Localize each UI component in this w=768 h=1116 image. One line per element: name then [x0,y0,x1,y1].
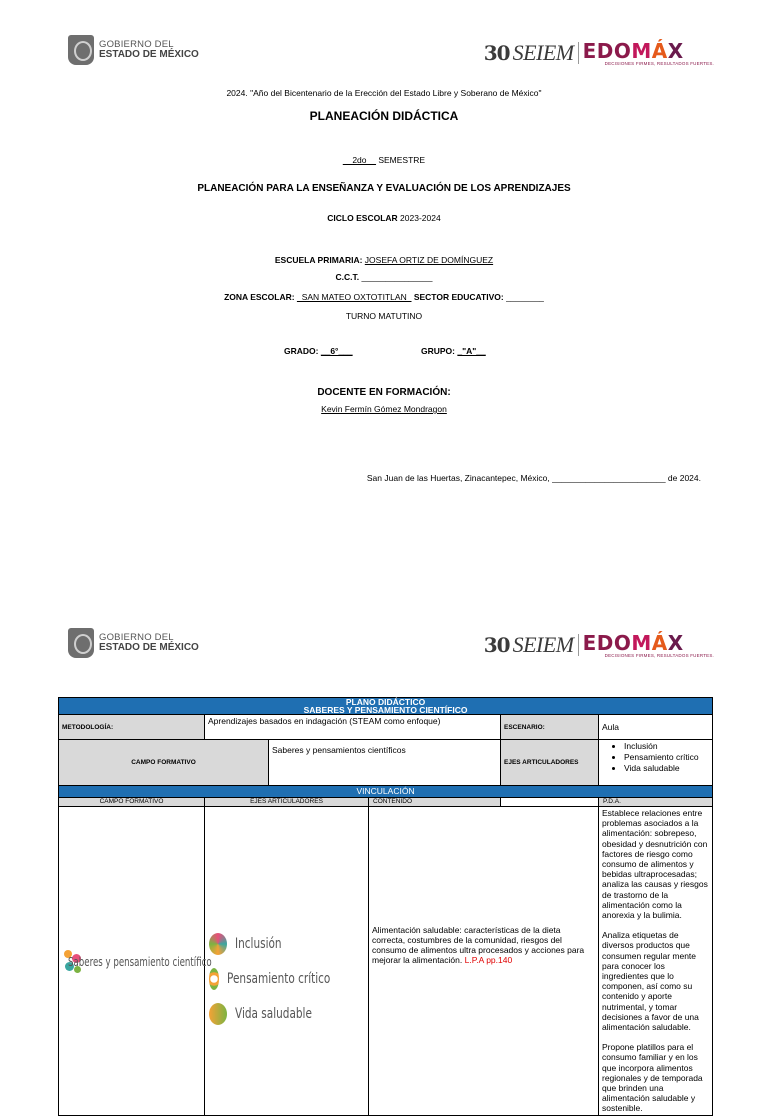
eje-pensamiento-label: Pensamiento crítico [227,970,331,987]
page-header-1 [0,35,768,75]
eje-inclusion-row [209,926,365,961]
col-campo-formativo: CAMPO FORMATIVO [59,798,205,807]
plan-table [58,697,713,1116]
logo-30: 30 [483,633,510,657]
metodologia-label: METODOLOGÍA: [59,715,205,740]
eje-pensamiento-row [209,961,365,996]
contenido-text: Alimentación saludable: características de la dieta correcta, costumbres de la comunidad, riesgos del consumo de alimentos ultra procesados y acciones para mejorar la alimentación. [372,925,585,965]
group-label: GRUPO: [421,346,455,356]
campo-formativo-value: Saberes y pensamientos científicos [269,740,501,786]
school-label: ESCUELA PRIMARIA: [274,255,363,265]
shift-line: TURNO MATUTINO [345,311,423,321]
eje-item: • Vida saludable [624,763,709,774]
plan-bar-title: PLANO DIDÁCTICO [345,697,426,707]
group-value: _"A"__ [457,346,486,356]
contenido-cell [369,807,599,1116]
grade-value: __6°___ [320,346,353,356]
document-subtitle: PLANEACIÓN PARA LA ENSEÑANZA Y EVALUACIÓN DE LOS APRENDIZAJES [197,183,571,194]
sector-label: SECTOR EDUCATIVO: [413,292,504,302]
cct-value: _______________ [361,272,433,282]
eje-item: • Pensamiento crítico [624,752,709,763]
gobierno-edomex-logo [68,628,199,658]
state-seal-icon [68,35,94,65]
pensamiento-critico-icon [209,968,219,990]
gov-logo-line1: GOBIERNO DEL [99,39,174,51]
semester-value: __2do__ [342,155,376,165]
page-header-2 [0,628,768,668]
place-date: San Juan de las Huertas, Zinacantepec, México, ________________________ de 2024. [366,473,701,483]
col-pda: P.D.A. [599,798,713,807]
semester-label: SEMESTRE [378,155,426,165]
zone-value: _SAN MATEO OXTOTITLAN_ [296,292,412,302]
eje-inclusion-label: Inclusión [235,935,282,952]
gov-logo-line2: ESTADO DE MÉXICO [99,641,199,653]
school-value: JOSEFA ORTIZ DE DOMÍNGUEZ [364,255,494,265]
vinculacion-bar: VINCULACIÓN [59,786,713,798]
campo-image-cell [59,807,212,1116]
grade-line [284,346,353,356]
grade-label: GRADO: [284,346,319,356]
year-motto: 2024. "Año del Bicentenario de la Erección del Estado Libre y Soberano de México" [226,88,542,98]
cct-label: C.C.T. [335,272,360,282]
logo-separator [578,42,579,64]
school-line [0,255,768,265]
logo-edomex: EDOMÁX [582,630,684,655]
gobierno-edomex-logo [68,35,199,65]
logo-seiem: SEIEM [512,40,574,65]
eje-vida-label: Vida saludable [235,1005,312,1022]
zone-line [0,292,768,302]
logo-tagline: DECISIONES FIRMES, RESULTADOS FUERTES. [604,60,714,66]
cct-line [0,272,768,282]
eje-item: • Inclusión [624,741,709,752]
gov-logo-line2: ESTADO DE MÉXICO [99,48,199,60]
logo-30: 30 [483,41,510,65]
col-contenido: CONTENIDO [369,798,501,807]
saberes-image-text: Saberes y pensamiento científico [68,955,212,969]
gov-logo-line1: GOBIERNO DEL [99,632,174,644]
logo-separator [578,634,579,656]
plan-bar-subtitle: SABERES Y PENSAMIENTO CIENTÍFICO [303,705,468,715]
cycle-label: CICLO ESCOLAR [327,213,398,223]
logo-tagline: DECISIONES FIRMES, RESULTADOS FUERTES. [604,652,714,658]
teacher-label: DOCENTE EN FORMACIÓN: [317,387,451,398]
document-title: PLANEACIÓN DIDÁCTICA [309,109,459,123]
zone-label: ZONA ESCOLAR: [224,292,295,302]
ejes-list [624,741,709,774]
logo-edomex: EDOMÁX [582,38,684,63]
cycle-value: 2023-2024 [400,213,441,223]
pda-paragraph-2: Analiza etiquetas de diversos productos que consumen regular mente para conocer los ingredientes que lo componen, así como su contenido y aporte nutrimental, y tomar decisiones a favor de una alimentación saludable. [602,930,699,1033]
escenario-value: Aula [599,715,713,740]
campo-formativo-label: CAMPO FORMATIVO [59,740,269,786]
ejes-articuladores-label: EJES ARTICULADORES [501,740,599,786]
group-line [421,346,486,356]
seiem-edomex-logos [484,631,714,659]
escenario-label: ESCENARIO: [501,715,599,740]
teacher-name: Kevin Fermín Gómez Mondragon [321,404,447,414]
state-seal-icon [68,628,94,658]
logo-seiem: SEIEM [512,632,574,657]
sector-value: ________ [506,292,544,302]
pda-cell [599,807,713,1116]
saberes-image [62,948,212,976]
plan-header-bar [59,698,713,715]
metodologia-value: Aprendizajes basados en indagación (STEAM como enfoque) [205,715,501,740]
eje-vida-row [209,996,365,1031]
inclusion-icon [209,933,227,955]
vida-saludable-icon [209,1003,227,1025]
pda-paragraph-1: Establece relaciones entre problemas asociados a la alimentación: sobrepeso, obesidad y desnutrición con factores de riesgo como consumo de alimentos y bebidas ultraprocesadas; analiza las causas y riesgos de trastorno de la alimentación como la anorexia y la bulimia. [602,808,708,921]
col-ejes-articuladores: EJES ARTICULADORES [205,798,369,807]
ejes-list-cell [599,740,713,786]
semester-line [0,155,768,165]
ejes-image-cell [205,807,369,1116]
school-cycle [0,213,768,223]
seiem-edomex-logos [484,39,714,67]
contenido-reference: L.P.A pp.140 [464,955,513,965]
pda-paragraph-3: Propone platillos para el consumo familiar y en los que incorpora alimentos regionales y de temporada que brinden una alimentación saludable y sostenible. [602,1042,703,1114]
